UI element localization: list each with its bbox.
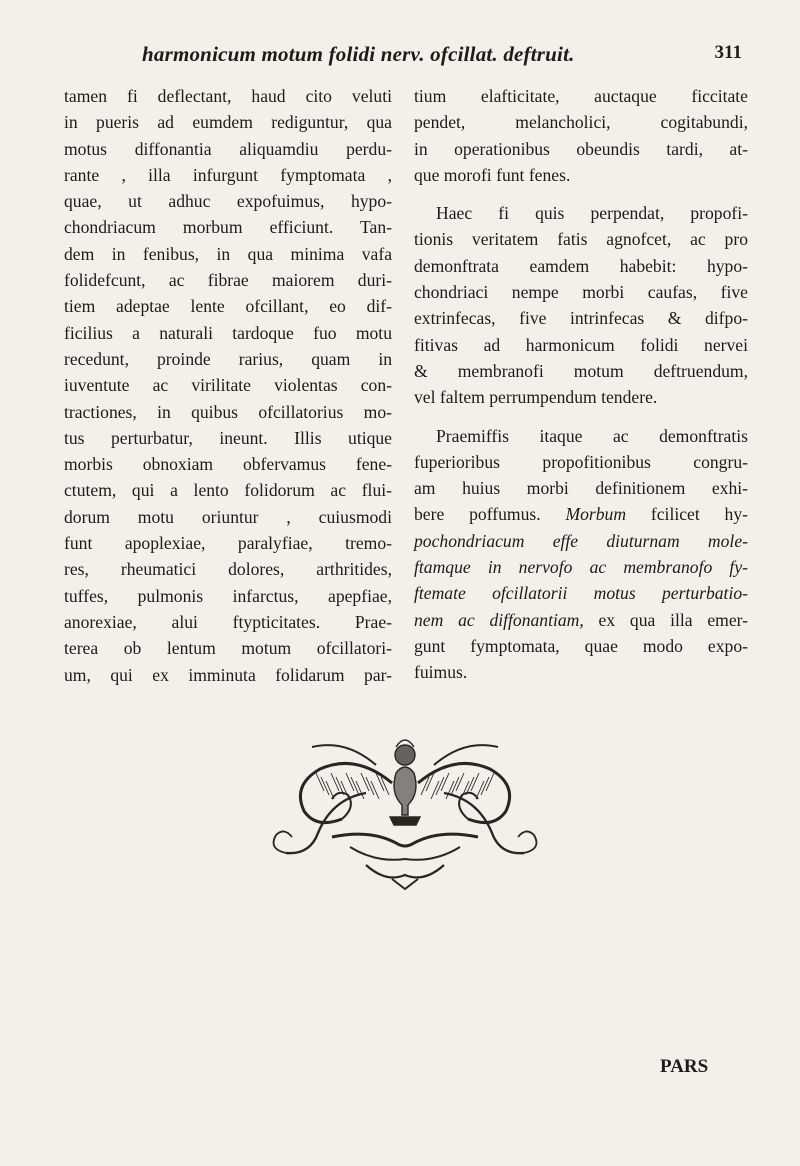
text-line: tractiones, in quibus ofcillatorius mo- <box>64 401 392 422</box>
text-line: terea ob lentum motum ofcillatori- <box>64 638 392 659</box>
text-line: in pueris ad eumdem rediguntur, qua <box>64 112 392 133</box>
roman-segment: bere poffumus. <box>414 504 566 525</box>
paragraph-gap <box>414 411 748 423</box>
text-line <box>414 554 748 580</box>
text-line: tionis veritatem fatis agnofcet, ac pro <box>414 229 748 250</box>
text-line <box>414 475 748 501</box>
text-line: demonftrata eamdem habebit: hypo- <box>414 255 748 276</box>
roman-segment: am huius morbi definitionem exhi- <box>414 478 748 499</box>
italic-segment: Morbum <box>565 504 627 525</box>
text-line: & membranofi motum deftruendum, <box>414 360 748 381</box>
text-line: morbis obnoxiam obfervamus fene- <box>64 454 392 475</box>
text-line: tium elafticitate, auctaque ficcitate <box>414 86 748 106</box>
text-line <box>414 528 748 554</box>
text-line <box>414 423 748 449</box>
text-line <box>414 607 748 633</box>
text-line <box>414 633 748 659</box>
text-line: folidefcunt, ac fibrae maiorem duri- <box>64 270 392 291</box>
text-line <box>414 449 748 475</box>
roman-segment: ex qua illa emer- <box>583 609 748 630</box>
text-line: dem in fenibus, in qua minima vafa <box>64 243 392 264</box>
page-number: 311 <box>714 42 742 63</box>
text-line: quae, ut adhuc expofuimus, hypo- <box>64 191 392 212</box>
text-line: tamen fi deflectant, haud cito veluti <box>64 86 392 106</box>
text-line: dorum motu oriuntur , cuiusmodi <box>64 506 392 527</box>
catchword: PARS <box>660 1056 709 1077</box>
text-line: um, qui ex imminuta folidarum par- <box>64 664 392 685</box>
text-line: extrinfecas, five intrinfecas & difpo- <box>414 308 748 329</box>
text-line: ficilius a naturali tardoque fuo motu <box>64 322 392 343</box>
text-line: chondriaci nempe morbi caufas, five <box>414 282 748 303</box>
text-line: tuffes, pulmonis infarctus, apepfiae, <box>64 585 392 606</box>
text-line: vel faltem perrumpendum tendere. <box>414 387 658 408</box>
text-line: tus perturbatur, ineunt. Illis utique <box>64 427 392 448</box>
text-line: anorexiae, alui ftypticitates. Prae- <box>64 611 392 632</box>
roman-segment: gunt fymptomata, quae modo expo- <box>414 635 748 656</box>
text-line: funt apoplexiae, paralyfiae, tremo- <box>64 533 392 554</box>
text-line: Haec fi quis perpendat, propofi- <box>436 203 748 224</box>
text-line: tiem adeptae lente ofcillant, eo dif- <box>64 296 392 317</box>
text-line: ctutem, qui a lento folidorum ac flui- <box>64 480 392 501</box>
running-head: harmonicum motum folidi nerv. ofcillat. deftruit. <box>142 42 575 66</box>
floral-tailpiece-ornament <box>246 733 564 891</box>
italic-segment: ftamque in nervofo ac membranofo fy- <box>414 557 748 578</box>
text-line <box>414 501 748 527</box>
text-line: chondriacum morbum efficiunt. Tan- <box>64 217 392 238</box>
italic-segment: ftemate ofcillatorii motus perturbatio- <box>414 583 748 604</box>
text-line <box>414 580 748 606</box>
page-header <box>142 42 742 68</box>
text-line: fitivas ad harmonicum folidi nervei <box>414 334 748 355</box>
text-line: res, rheumatici dolores, arthritides, <box>64 559 392 580</box>
text-line: motus diffonantia aliquamdiu perdu- <box>64 138 392 159</box>
italic-segment: pochondriacum effe diuturnam mole- <box>414 530 748 551</box>
text-line: que morofi funt fenes. <box>414 164 571 185</box>
left-column <box>64 83 392 688</box>
text-line: rante , illa infurgunt fymptomata , <box>64 164 392 185</box>
right-column <box>414 83 748 686</box>
text-line: pendet, melancholici, cogitabundi, <box>414 112 748 133</box>
roman-segment: fuperioribus propofitionibus congru- <box>414 451 748 472</box>
roman-segment: fuimus. <box>414 662 468 683</box>
definition-paragraph <box>414 423 748 686</box>
text-line: in operationibus obeundis tardi, at- <box>414 138 748 159</box>
text-line: iuventute ac virilitate violentas con- <box>64 375 392 396</box>
roman-segment: fcilicet hy- <box>626 504 749 525</box>
paragraph-gap <box>414 188 748 200</box>
text-line: recedunt, proinde rarius, quam in <box>64 348 392 369</box>
roman-segment: Praemiffis itaque ac demonftratis <box>436 425 748 446</box>
italic-segment: nem ac diffonantiam, <box>414 609 584 630</box>
text-line <box>414 659 748 685</box>
